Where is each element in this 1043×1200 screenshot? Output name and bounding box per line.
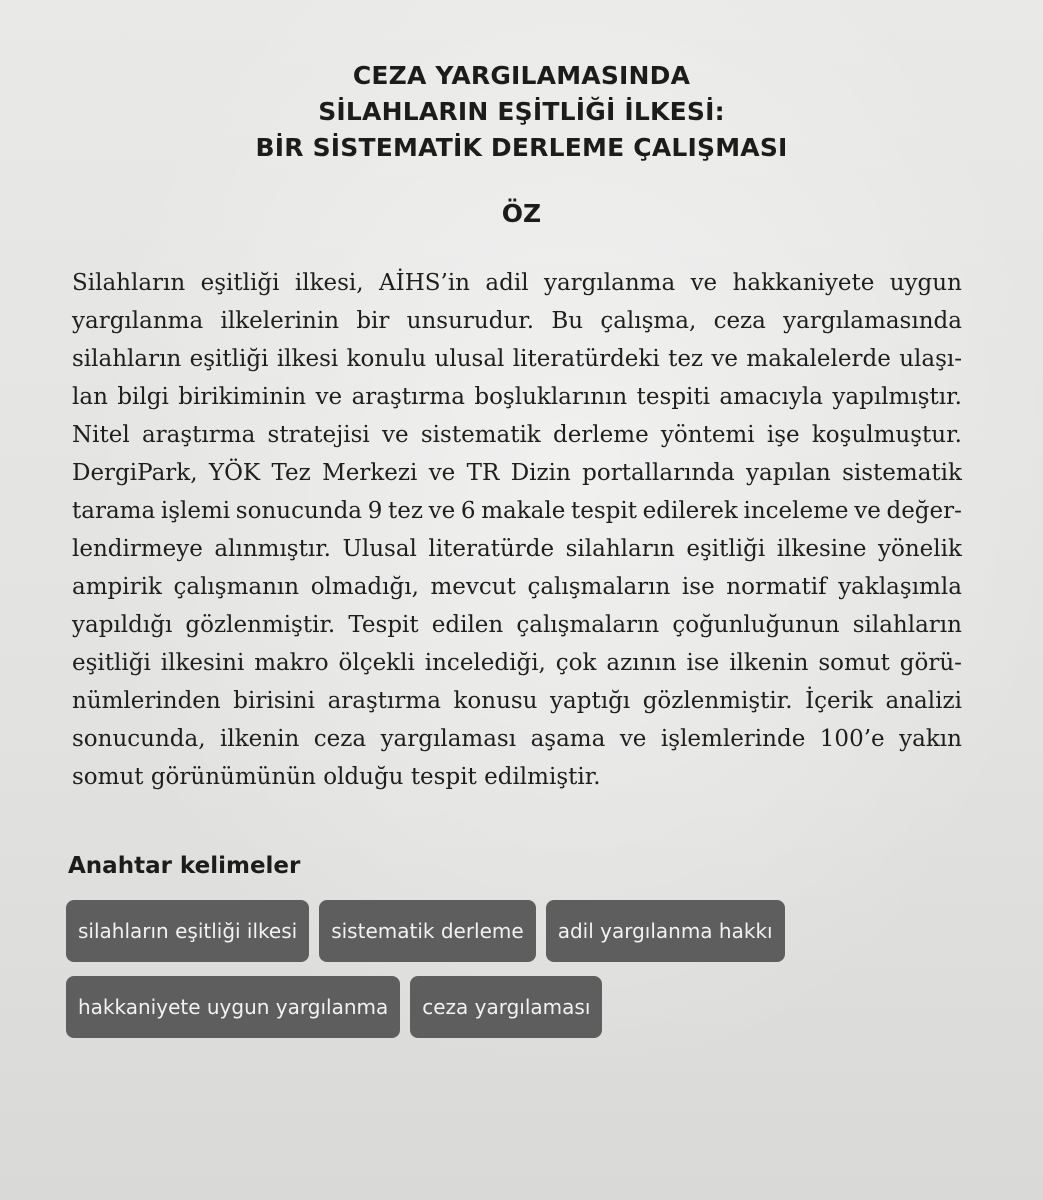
abstract-line: lan bilgi birikiminin ve araştırma boşluklarının tespiti amacıyla yapılmıştır. bbox=[72, 384, 962, 410]
keyword-chip[interactable]: ceza yargılaması bbox=[410, 976, 602, 1038]
abstract-line: somut görünümünün olduğu tespit edilmiştir. bbox=[72, 764, 601, 790]
keyword-chip[interactable]: silahların eşitliği ilkesi bbox=[66, 900, 309, 962]
abstract-line: DergiPark, YÖK Tez Merkezi ve TR Dizin portallarında yapılan sistematik bbox=[72, 460, 962, 486]
article-title bbox=[0, 58, 1043, 166]
abstract-line: yargılanma ilkelerinin bir unsurudur. Bu çalışma, ceza yargılamasında bbox=[72, 308, 962, 334]
keyword-row-1 bbox=[66, 900, 966, 962]
abstract-line: Nitel araştırma stratejisi ve sistematik derleme yöntemi işe koşulmuştur. bbox=[72, 422, 962, 448]
abstract-line: Silahların eşitliği ilkesi, AİHS’in adil yargılanma ve hakkaniyete uygun bbox=[72, 270, 962, 296]
keyword-chips bbox=[66, 900, 966, 1052]
abstract-line: yapıldığı gözlenmiştir. Tespit edilen çalışmaların çoğunluğunun silahların bbox=[72, 612, 962, 638]
keyword-chip[interactable]: sistematik derleme bbox=[319, 900, 536, 962]
abstract-heading: ÖZ bbox=[501, 199, 542, 228]
keywords-heading: Anahtar kelimeler bbox=[68, 853, 301, 879]
keyword-chip[interactable]: adil yargılanma hakkı bbox=[546, 900, 785, 962]
keyword-chip[interactable]: hakkaniyete uygun yargılanma bbox=[66, 976, 400, 1038]
abstract-line: ampirik çalışmanın olmadığı, mevcut çalışmaların ise normatif yaklaşımla bbox=[72, 574, 962, 600]
abstract-line: sonucunda, ilkenin ceza yargılaması aşama ve işlemlerinde 100’e yakın bbox=[72, 726, 962, 752]
title-line-2: SİLAHLARIN EŞİTLİĞİ İLKESİ: bbox=[318, 97, 725, 126]
keyword-row-2 bbox=[66, 976, 966, 1038]
abstract-line: tarama işlemi sonucunda 9 tez ve 6 makale tespit edilerek inceleme ve değer- bbox=[72, 498, 962, 524]
abstract-line: nümlerinden birisini araştırma konusu yaptığı gözlenmiştir. İçerik analizi bbox=[72, 688, 962, 714]
abstract-line: silahların eşitliği ilkesi konulu ulusal literatürdeki tez ve makalelerde ulaşı- bbox=[72, 346, 962, 372]
abstract-line: lendirmeye alınmıştır. Ulusal literatürde silahların eşitliği ilkesine yönelik bbox=[72, 536, 962, 562]
abstract-line: eşitliği ilkesini makro ölçekli incelediği, çok azının ise ilkenin somut görü- bbox=[72, 650, 962, 676]
title-line-3: BİR SİSTEMATİK DERLEME ÇALIŞMASI bbox=[255, 133, 788, 162]
title-line-1: CEZA YARGILAMASINDA bbox=[352, 61, 691, 90]
abstract-text bbox=[72, 264, 962, 796]
